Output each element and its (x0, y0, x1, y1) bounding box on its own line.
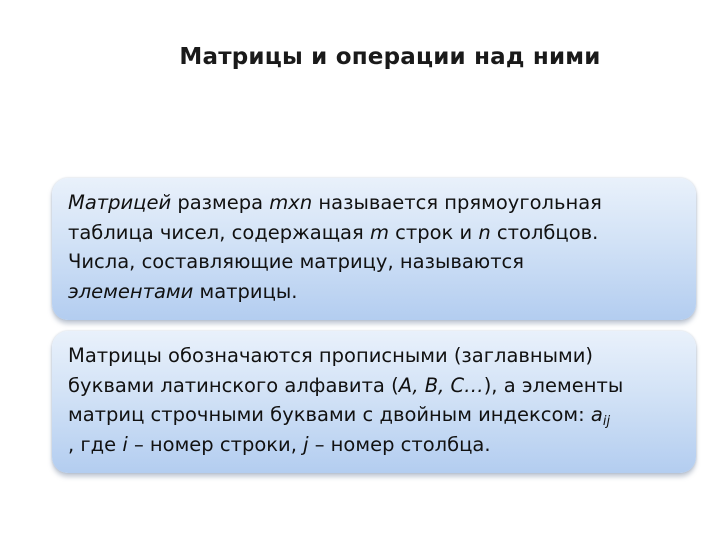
text-fragment: , где (68, 432, 123, 456)
text-fragment: ), а элементы (483, 373, 624, 397)
m-variable: m (369, 220, 389, 244)
notation-line-4 (68, 430, 680, 460)
n-variable: n (478, 220, 491, 244)
text-fragment: строк и (388, 220, 479, 244)
definition-box (52, 178, 696, 320)
latin-letters: A, B, C… (398, 373, 484, 397)
notation-box (52, 331, 696, 473)
index-ij: ij (602, 414, 611, 429)
definition-line-4 (68, 277, 680, 307)
j-variable: j (303, 432, 309, 456)
definition-line-1 (68, 188, 680, 218)
notation-line-3 (68, 400, 680, 430)
text-fragment: матрицы. (193, 279, 298, 303)
slide-title: Матрицы и операции над ними (179, 44, 601, 70)
text-fragment: – номер строки, (127, 432, 304, 456)
text-fragment: называется прямоугольная (312, 191, 602, 214)
text-fragment: столбцов. (490, 220, 599, 244)
definition-line-2 (68, 218, 680, 248)
element-symbol: a (590, 403, 603, 426)
text-fragment: размера (171, 191, 270, 214)
matrix-term: Матрицей (68, 191, 172, 214)
text-fragment: таблица чисел, содержащая (68, 220, 370, 244)
dimension-term: mxn (269, 191, 313, 214)
element-index (603, 414, 610, 429)
notation-line-2 (68, 371, 680, 401)
text-fragment: матриц строчными буквами с двойным индексом: (68, 403, 591, 426)
text-fragment: буквами латинского алфавита ( (68, 373, 399, 397)
definition-line-3: Числа, составляющие матрицу, называются (68, 250, 525, 273)
notation-line-1: Матрицы обозначаются прописными (заглавными) (68, 344, 594, 367)
text-fragment: – номер столбца. (308, 432, 491, 456)
i-variable: i (122, 432, 128, 456)
elements-term: элементами (68, 279, 194, 303)
